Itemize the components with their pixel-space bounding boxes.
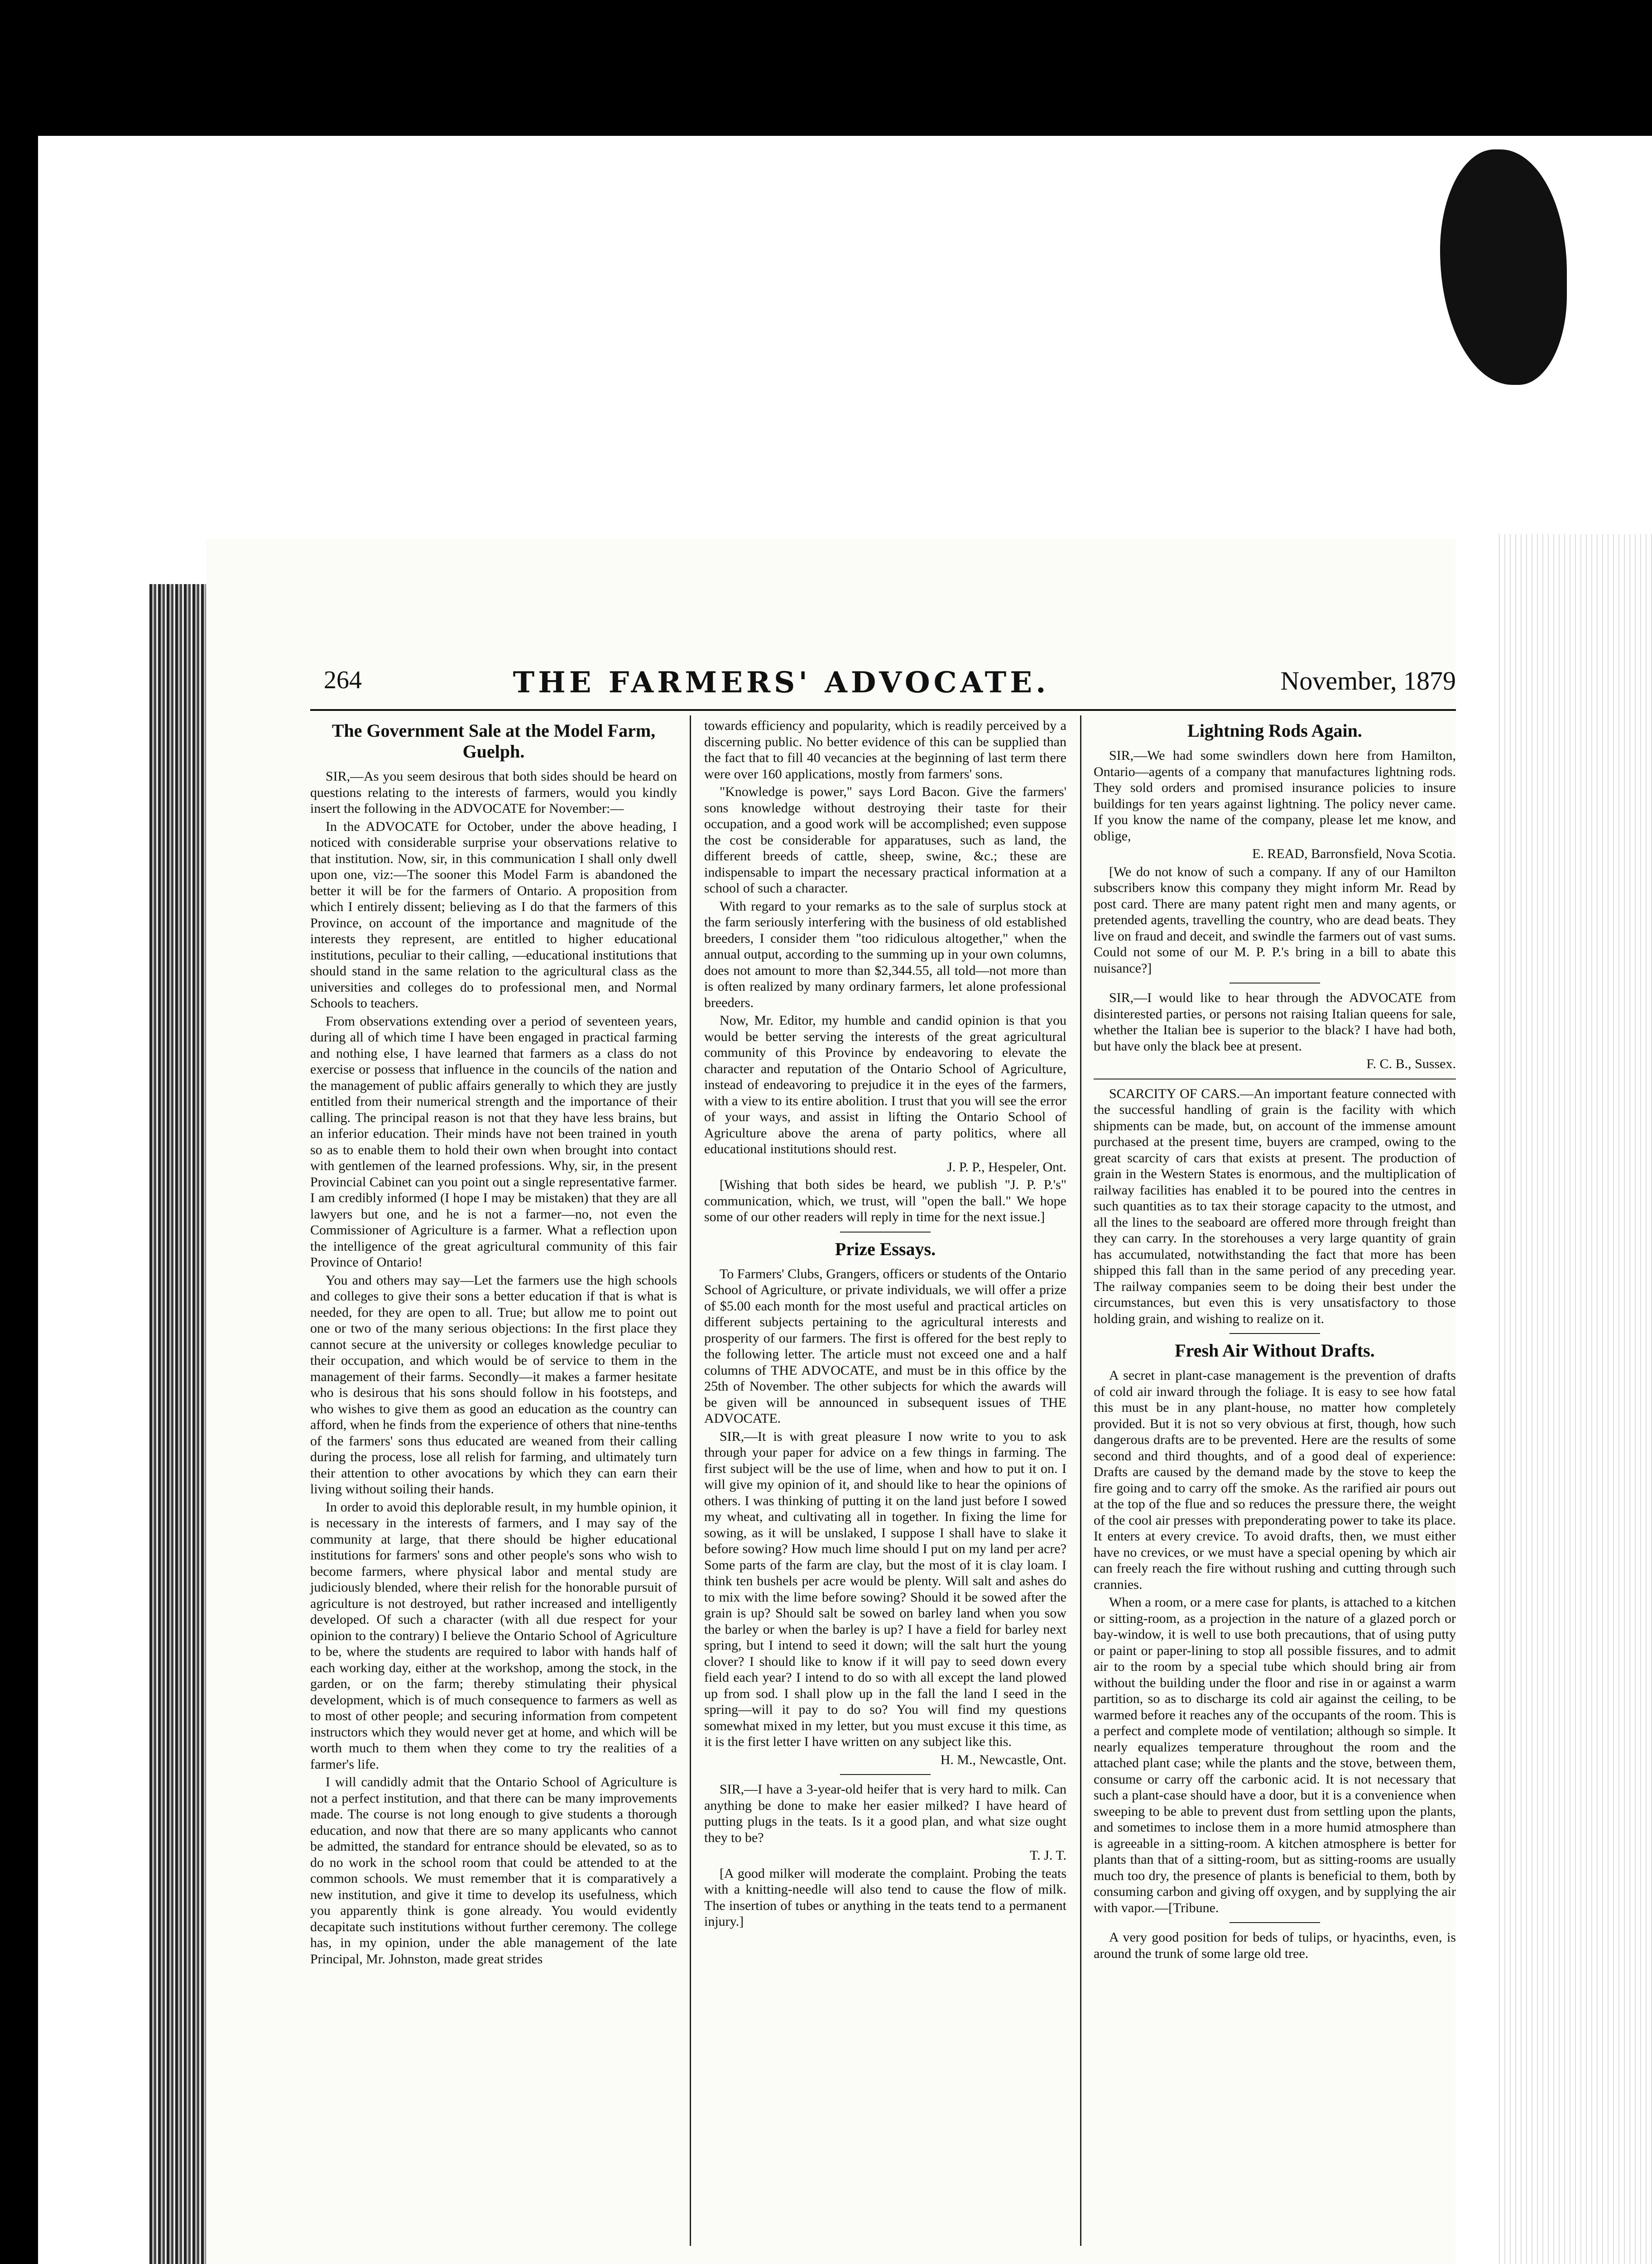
signature: T. J. T. bbox=[1030, 1848, 1066, 1863]
divider bbox=[840, 1774, 931, 1775]
editor-note: [Wishing that both sides be heard, we publish "J. P. P.'s" communication, which, we trust, will "open the ball." We hope some of our other readers will reply in time for the next issue.] bbox=[704, 1177, 1066, 1224]
paragraph: SIR,—I have a 3-year-old heifer that is very hard to milk. Can anything be done to make her easier milked? I have heard of putting plugs in the teats. Is it a good plan, and what size ought they to be? bbox=[704, 1782, 1066, 1845]
article-title: Lightning Rods Again. bbox=[1187, 720, 1362, 741]
paragraph: In the ADVOCATE for October, under the above heading, I noticed with considerable surprise your observations relative to that institution. Now, sir, in this communication I shall only dwell upon one, viz:—The sooner this Model Farm is abandoned the better it will be for the farmers of Ontario. A proposition from which I entirely dissent; believing as I do that the farmers of this Province, on account of the importance and magnitude of the interests they represent, are entitled to higher educational institutions, peculiar to their calling, —educational institutions that should stand in the same relation to the agricultural class as the universities and colleges do to professional men, and Normal Schools to teachers. bbox=[310, 819, 677, 1011]
paragraph: When a room, or a mere case for plants, is attached to a kitchen or sitting-room, as a projection in the nature of a glazed porch or bay-window, it is well to use both precautions, that of using putty or paint or paper-lining to stop all possible fissures, and to admit air to the room by a special tube which should bring air from without the building under the floor and rise in or against a warm partition, so as to discharge its cold air against the ceiling, to be warmed before it reaches any of the occupants of the room. This is a perfect and complete mode of ventilation; although so simple. It nearly equalizes temperature throughout the room and the attached plant case; while the plants and the stove, between them, consume or carry off the carbonic acid. It is not necessary that such a plant-case should have a door, but it is a convenience when sweeping to be able to prevent dust from settling upon the plants, and sometimes to inclose them in a more humid atmosphere than is agreeable in a sitting-room. A kitchen atmosphere is better for plants than that of a sitting-room, but as sitting-rooms are usually much too dry, the presence of plants is beneficial to them, both by consuming carbon and giving off oxygen, and by supplying the air with vapor.—[Tribune. bbox=[1094, 1595, 1456, 1915]
paragraph: From observations extending over a period of seventeen years, during all of which time I have been engaged in practical farming and nothing else, I have learned that farmers as a class do not exercise or possess that influence in the councils of the nation and the management of public affairs generally to which they are justly entitled from their numerical strength and the importance of their calling. The principal reason is not that they have less brains, but an inferior education. Their minds have not been trained in youth so as to enable them to hold their own when brought into contact with gentlemen of the learned professions. Why, sir, in the present Provincial Cabinet can you point out a single representative farmer. I am credibly informed (I hope I may be mistaken) that they are all lawyers but one, and he is not a farmer—no, not even the Commissioner of Agriculture is a farmer. What a reflection upon the intelligence of the great agricultural community of this fair Province of Ontario! bbox=[310, 1013, 677, 1270]
header-rule bbox=[310, 709, 1456, 711]
signature: J. P. P., Hespeler, Ont. bbox=[947, 1159, 1066, 1175]
paragraph: With regard to your remarks as to the sale of surplus stock at the farm seriously interfering with the business of old established breeders, I consider them "too ridiculous altogether," when the annual output, according to the summing up in your own columns, does not amount to more than $2,344.55, all told—not more than is often realized by many ordinary farmers, let alone professional breeders. bbox=[704, 898, 1066, 1010]
paragraph: SIR,—We had some swindlers down here from Hamilton, Ontario—agents of a company that manufactures lightning rods. They sold orders and promised insurance policies to insure buildings for ten years against lightning. The policy never came. If you know the name of the company, please let me know, and oblige, bbox=[1094, 748, 1456, 844]
paragraph: You and others may say—Let the farmers use the high schools and colleges to give their sons a better education if that is what is needed, for they are open to all. True; but allow me to point out one or two of the many serious objections: In the first place they cannot secure at the university or colleges knowledge peculiar to their occupation, and which would be of service to them in the management of their farms. Secondly—it makes a farmer hesitate who is desirous that his sons should follow in his footsteps, and who wishes to give them as good an education as the country can afford, when he finds from the experience of others that nine-tenths of the farmers' sons thus educated are weaned from their calling during the process, lose all relish for farming, and ultimately turn their attention to other avocations by which they can earn their living without soiling their hands. bbox=[310, 1272, 677, 1497]
divider bbox=[840, 1232, 931, 1233]
paragraph: To Farmers' Clubs, Grangers, officers or students of the Ontario School of Agriculture, or private individuals, we will offer a prize of $5.00 each month for the most useful and practical articles on different subjects pertaining to the agricultural interests and prosperity of our farmers. The first is offered for the best reply to the following letter. The article must not exceed one and a half columns of THE ADVOCATE, and must be in this office by the 25th of November. The other subjects for which the awards will be given will be announced in subsequent issues of THE ADVOCATE. bbox=[704, 1266, 1066, 1426]
newspaper-page bbox=[206, 539, 1456, 2264]
page-header bbox=[206, 666, 1456, 702]
paragraph: towards efficiency and popularity, which is readily perceived by a discerning public. No better evidence of this can be supplied than the fact that to fill 40 vecancies at the beginning of last term there were over 160 applications, mostly from farmers' sons. bbox=[704, 718, 1066, 782]
masthead: THE FARMERS' ADVOCATE. bbox=[513, 666, 1050, 700]
issue-date: November, 1879 bbox=[1280, 666, 1456, 696]
paragraph: I will candidly admit that the Ontario School of Agriculture is not a perfect institution, and that there can be many improvements made. The course is not long enough to give students a thorough education, and now that there are so many applicants who cannot be admitted, the standard for entrance should be elevated, so as to do no work in the school room that could be attended to at the common schools. We must remember that it is comparatively a new institution, and give it time to develop its usefulness, which you apparently think is gone already. You would evidently decapitate such institutions without further ceremony. The college has, in my opinion, under the able management of the late Principal, Mr. Johnston, made great strides bbox=[310, 1775, 677, 1967]
column-3 bbox=[1094, 718, 1456, 1963]
editor-note: [A good milker will moderate the complaint. Probing the teats with a knitting-needle will also tend to cause the flow of milk. The insertion of tubes or anything in the teats tend to a permanent injury.] bbox=[704, 1866, 1066, 1929]
paragraph: SIR,—I would like to hear through the ADVOCATE from disinterested parties, or persons not raising Italian queens for sale, whether the Italian bee is superior to the black? I have had both, but have only the black bee at present. bbox=[1094, 990, 1456, 1054]
signature: F. C. B., Sussex. bbox=[1366, 1056, 1456, 1071]
paragraph: A secret in plant-case management is the prevention of drafts of cold air inward through the foliage. It is easy to see how fatal this must be in any plant-house, no matter how completely provided. But it is not so very obvious at first, though, how such dangerous drafts are to be prevented. Here are the results of some second and third thoughts, and of a good deal of experience: Drafts are caused by the demand made by the stove to keep the fire going and to carry off the smoke. As the rarified air pours out at the top of the flue and so reduces the pressure there, the weight of the cool air presses with preponderating power to take its place. It enters at every crevice. To avoid drafts, then, we must either have no crevices, or we must have a special opening by which air can freely reach the fire without rushing and cutting through such crannies. bbox=[1094, 1368, 1456, 1592]
divider bbox=[1229, 1333, 1320, 1334]
column-1 bbox=[310, 718, 677, 1969]
paragraph: In order to avoid this deplorable result, in my humble opinion, it is necessary in the interests of farmers, and I may say of the community at large, that there should be higher educational institutions for farmers' sons and other people's sons who wish to become farmers, where physical labor and mental study are judiciously blended, where their relish for the honorable pursuit of agriculture is not destroyed, but rather increased and intelligently developed. Of such a character (with all due respect for your opinion to the contrary) I believe the Ontario School of Agriculture to be, where the students are required to labor with hands half of each working day, either at the workshop, among the stock, in the garden, or on the farm; thereby stimulating their physical development, which is of much consequence to farmers as well as to most of other people; and securing information from competent instructors which they would never get at home, and which will be worth much to them when they come to try the realities of a farmer's life. bbox=[310, 1499, 677, 1772]
paragraph: Now, Mr. Editor, my humble and candid opinion is that you would be better serving the interests of the great agricultural community of this Province by endeavoring to elevate the character and reputation of the Ontario School of Agriculture, instead of endeavoring to prejudice it in the eyes of the farmers, with a view to its entire abolition. I trust that you will see the error of your ways, and assist in lifting the Ontario School of Agriculture above the arena of party politics, where all educational institutions should rest. bbox=[704, 1013, 1066, 1156]
column-2 bbox=[704, 718, 1066, 1932]
column-rule bbox=[1080, 715, 1081, 2246]
article-title: Prize Essays. bbox=[835, 1238, 936, 1259]
paragraph: A very good position for beds of tulips, or hyacinths, even, is around the trunk of some large old tree. bbox=[1094, 1930, 1456, 1961]
page-number: 264 bbox=[324, 666, 362, 694]
signature: H. M., Newcastle, Ont. bbox=[940, 1752, 1066, 1767]
column-rule bbox=[690, 715, 691, 2246]
signature: E. READ, Barronsfield, Nova Scotia. bbox=[1252, 846, 1456, 861]
article-title: Fresh Air Without Drafts. bbox=[1175, 1340, 1375, 1361]
paragraph: SIR,—As you seem desirous that both sides should be heard on questions relating to the interests of farmers, would you kindly insert the following in the ADVOCATE for November:— bbox=[310, 769, 677, 816]
paragraph: SCARCITY OF CARS.—An important feature connected with the successful handling of grain is the facility with which shipments can be made, but, on account of the immense amount purchased at the present time, buyers are cramped, owing to the great scarcity of cars that exists at present. The production of grain in the Western States is enormous, and the multiplication of railway facilities has enabled it to be poured into the centres in such quantities as to tax their storage capacity to the utmost, and all the lines to the seaboard are offered more through freight than they can carry. In the storehouses a very large quantity of grain has accumulated, notwithstanding the fact that more has been shipped this fall than in the same period of any preceding year. The railway companies seem to be doing their best under the circumstances, but even this is very unsatisfactory to those holding grain, and wishing to realize on it. bbox=[1094, 1086, 1456, 1326]
book-binding bbox=[149, 584, 206, 2264]
paragraph: "Knowledge is power," says Lord Bacon. Give the farmers' sons knowledge without destroying their taste for their occupation, and a good work will be accomplished; even suppose the cost be considerable for apparatuses, such as land, the different breeds of cattle, sheep, swine, &c.; these are indispensable to impart the necessary practical information at a school of such a character. bbox=[704, 784, 1066, 896]
divider bbox=[1229, 1922, 1320, 1923]
article-title: The Government Sale at the Model Farm, Guelph. bbox=[331, 720, 656, 762]
editor-note: [We do not know of such a company. If any of our Hamilton subscribers know this company they might inform Mr. Read by post card. There are many patent right men and many agents, or pretended agents, travelling the country, who are dead beats. They live on fraud and deceit, and swindle the farmers out of vast sums. Could not some of our M. P. P.'s bring in a bill to abate this nuisance?] bbox=[1094, 864, 1456, 976]
adjacent-page-edge bbox=[1494, 534, 1652, 2264]
paragraph: SIR,—It is with great pleasure I now write to you to ask through your paper for advice on a few things in farming. The first subject will be the use of lime, when and how to put it on. I will give my opinion of it, and should like to hear the opinions of others. I was thinking of putting it on the land just before I sowed my wheat, and cultivating all in together. In fixing the lime for sowing, as it will be unslaked, I suppose I shall have to slake it before sowing? How much lime should I put on my land per acre? Some parts of the farm are clay, but the most of it is clay loam. I think ten bushels per acre would be plenty. Will salt and ashes do to mix with the lime before sowing? Should it be sowed after the grain is up? Should salt be sowed on barley land when you sow the barley or when the barley is up? I have a field for barley next spring, but I intend to seed it down; will the salt hurt the young clover? I should like to know if it will pay to seed down every field each year? I intend to do so with all except the land plowed up from sod. I shall plow up in the fall the land I seed in the spring—will it pay to do so? You will find my questions somewhat mixed in my letter, but you must excuse it this time, as it is the first letter I have written on any subject like this. bbox=[704, 1429, 1066, 1749]
